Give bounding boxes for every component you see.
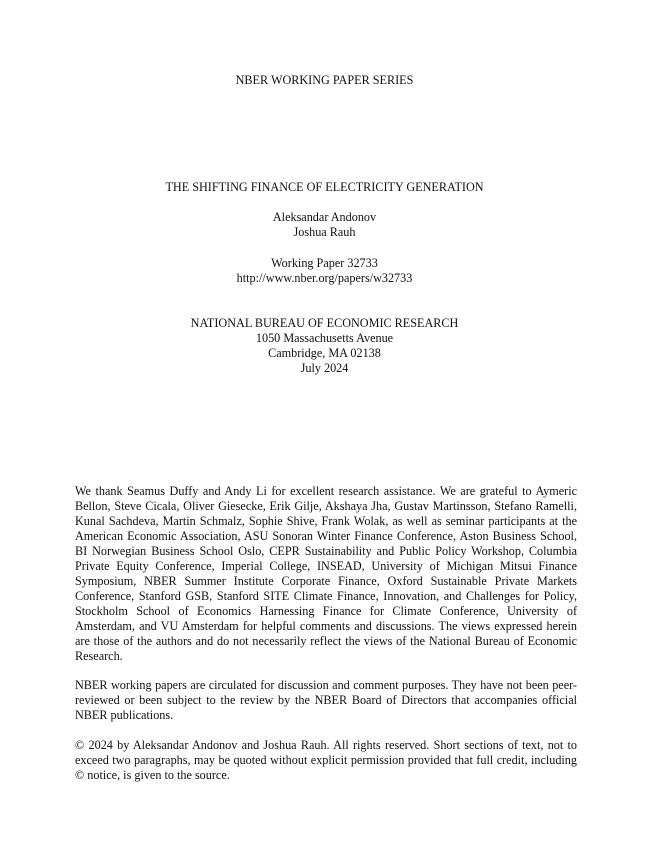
copyright-paragraph: © 2024 by Aleksandar Andonov and Joshua Rauh. All rights reserved. Short sections of text, not to exceed two paragraphs, may be quoted without explicit permission provided that full credit, including © notice, is given to the source. [75, 738, 577, 782]
paper-url-link[interactable]: http://www.nber.org/papers/w32733 [236, 271, 413, 285]
author-list [0, 210, 649, 240]
publication-date: July 2024 [300, 361, 349, 375]
disclaimer-paragraph: NBER working papers are circulated for discussion and comment purposes. They have not been peer-reviewed or been subject to the review by the NBER Board of Directors that accompanies official NBER publications. [75, 678, 577, 722]
institution-name: NATIONAL BUREAU OF ECONOMIC RESEARCH [190, 316, 459, 330]
author-name: Aleksandar Andonov [272, 210, 377, 224]
institution-block [0, 316, 649, 376]
working-paper-info [0, 256, 649, 286]
acknowledgments-paragraph: We thank Seamus Duffy and Andy Li for excellent research assistance. We are grateful to Aymeric Bellon, Steve Cicala, Oliver Giesecke, Erik Gilje, Akshaya Jha, Gustav Martinsson, Stefano Ramelli, Kunal Sachdeva, Martin Schmalz, Sophie Shive, Frank Wolak, as well as seminar participants at the American Economic Association, ASU Sonoran Winter Finance Conference, Aston Business School, BI Norwegian Business School Oslo, CEPR Sustainability and Public Policy Workshop, Columbia Private Equity Conference, Imperial College, INSEAD, University of Michigan Mitsui Finance Symposium, NBER Summer Institute Corporate Finance, Oxford Sustainable Private Markets Conference, Stanford GSB, Stanford SITE Climate Finance, Innovation, and Challenges for Policy, Stockholm School of Economics Harnessing Finance for Climate Conference, University of Amsterdam, and VU Amsterdam for helpful comments and discussions. The views expressed herein are those of the authors and do not necessarily reflect the views of the National Bureau of Economic Research. [75, 484, 577, 663]
paper-title: THE SHIFTING FINANCE OF ELECTRICITY GENERATION [165, 180, 484, 194]
working-paper-number: Working Paper 32733 [271, 256, 378, 270]
series-heading: NBER WORKING PAPER SERIES [235, 73, 414, 87]
author-name: Joshua Rauh [293, 225, 356, 239]
institution-street: 1050 Massachusetts Avenue [255, 331, 394, 345]
institution-city: Cambridge, MA 02138 [268, 346, 381, 360]
